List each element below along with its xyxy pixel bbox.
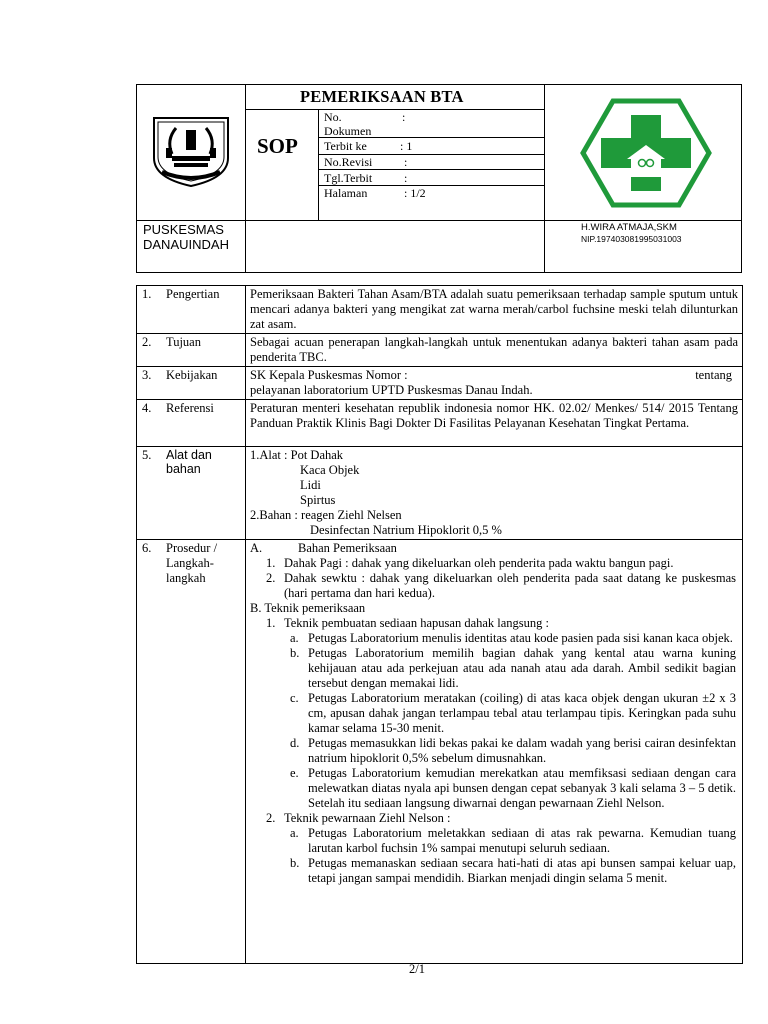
list-item: [250, 826, 736, 856]
row-title-line1: Alat dan: [166, 448, 212, 462]
bahan-item: Desinfectan Natrium Hipoklorit 0,5 %: [310, 523, 502, 537]
kebijakan-line2: pelayanan laboratorium UPTD Puskesmas Danau Indah.: [250, 383, 533, 397]
row-title-line1: Prosedur /: [166, 541, 218, 555]
sop-label: SOP: [257, 134, 298, 158]
list-text: Dahak Pagi : dahak yang dikeluarkan oleh penderita pada waktu bangun pagi.: [284, 556, 674, 570]
org-name-line2: DANAUINDAH: [143, 237, 229, 252]
list-item: [250, 736, 736, 766]
list-text: Petugas memasukkan lidi bekas pakai ke dalam wadah yang berisi cairan desinfektan natrium hipoklorit 0,5% sebelum dimusnahkan.: [308, 736, 736, 765]
alat-item: Kaca Objek: [300, 463, 360, 477]
procedure-table: [136, 285, 743, 964]
row-title: Tujuan: [166, 335, 201, 349]
field-no-value: :: [402, 110, 406, 124]
field-dokumen-label: Dokumen: [324, 124, 372, 138]
table-row: [137, 367, 743, 400]
b2-title: Teknik pewarnaan Ziehl Nelson :: [284, 811, 451, 825]
list-marker: b.: [290, 856, 300, 870]
field-terbit-label: Terbit ke: [324, 139, 367, 153]
puskesmas-logo: [579, 97, 713, 209]
list-item: [250, 631, 736, 646]
field-halaman-label: Halaman: [324, 186, 368, 200]
org-name-line1: PUSKESMAS: [143, 222, 224, 237]
list-text: Petugas Laboratorium kemudian merekatkan atau memfiksasi sediaan dengan cara melewatkan diatas nyala api bunsen dengan cepat sebanyak 3 kali selama 3 – 5 detik. Setelah itu sediaan langsung diwarnai dengan pewarnaan Ziehl Nelson.: [308, 766, 736, 810]
list-marker: b.: [290, 646, 300, 660]
field-revisi-value: :: [404, 155, 408, 169]
bahan-heading: 2.Bahan : reagen Ziehl Nelsen: [250, 508, 402, 522]
list-marker: c.: [290, 691, 299, 705]
list-text: Petugas Laboratorium memilih bagian dahak yang kental atau warna kuning kehijauan atau ada perkejuan atau ada nanah atau ada darah. Ambil sedikit bagian tersebut dengan memakai lidi.: [308, 646, 736, 690]
field-revisi-label: No.Revisi: [324, 155, 373, 169]
list-marker: 1.: [266, 556, 276, 570]
row-number: 3.: [142, 368, 152, 382]
row-number: 1.: [142, 287, 152, 301]
field-no-label: No.: [324, 110, 342, 124]
alat-item: Spirtus: [300, 493, 336, 507]
list-item: [250, 691, 736, 736]
list-item: [250, 856, 736, 886]
list-marker: 2.: [266, 571, 276, 585]
list-marker: 2.: [266, 811, 276, 825]
row-title-line2: bahan: [166, 462, 201, 476]
row-label: [137, 286, 246, 334]
section-b-title: B. Teknik pemeriksaan: [250, 601, 366, 615]
list-item: [250, 646, 736, 691]
row-title-line3: langkah: [166, 571, 206, 585]
table-row: [137, 334, 743, 367]
row-label: [137, 447, 246, 540]
list-marker: a.: [290, 826, 299, 840]
section-a-title: Bahan Pemeriksaan: [298, 541, 397, 555]
signer-nip: NIP.197403081995031003: [581, 234, 682, 244]
row-label: [137, 400, 246, 447]
row-title-line2: Langkah-: [166, 556, 214, 570]
row-title: Pengertian: [166, 287, 220, 301]
alat-cell: [246, 447, 743, 540]
list-text: Petugas Laboratorium meratakan (coiling) di atas kaca objek dengan ukuran ±2 x 3 cm, apusan dahak jangan terlampau tebal atau terlampau tipis. Keringkan pada suhu kamar selama 15-30 menit.: [308, 691, 736, 735]
row-title: Referensi: [166, 401, 214, 415]
kebijakan-cell: [246, 367, 743, 400]
field-tgl-label: Tgl.Terbit: [324, 171, 373, 185]
row-number: 2.: [142, 335, 152, 349]
row-label: [137, 367, 246, 400]
tujuan-text: Sebagai acuan penerapan langkah-langkah untuk menentukan adanya bakteri tahan asam pada penderita TBC.: [246, 334, 743, 367]
kebijakan-line1: SK Kepala Puskesmas Nomor :: [250, 368, 408, 382]
kebijakan-tentang: tentang: [695, 368, 732, 382]
field-tgl-value: :: [404, 171, 408, 185]
row-number: 5.: [142, 448, 152, 462]
list-text: Petugas Laboratorium menulis identitas atau kode pasien pada sisi kanan kaca objek.: [308, 631, 733, 645]
field-terbit-value: : 1: [400, 139, 413, 153]
document-title: PEMERIKSAAN BTA: [300, 87, 464, 106]
list-text: Petugas Laboratorium meletakkan sediaan di atas rak pewarna. Kemudian tuang larutan karbol fuchsin 1% sampai menutupi seluruh sediaan.: [308, 826, 736, 855]
prosedur-cell: [246, 540, 743, 964]
list-marker: d.: [290, 736, 300, 750]
list-item: [250, 571, 736, 601]
alat-item: Lidi: [300, 478, 321, 492]
signer-name: H.WIRA ATMAJA,SKM: [581, 222, 677, 233]
b1-title: Teknik pembuatan sediaan hapusan dahak langsung :: [284, 616, 550, 630]
row-number: 4.: [142, 401, 152, 415]
regional-emblem-logo: [148, 112, 234, 190]
list-item: [250, 766, 736, 811]
referensi-text: Peraturan menteri kesehatan republik indonesia nomor HK. 02.02/ Menkes/ 514/ 2015 Tentang Panduan Praktik Klinis Bagi Dokter Di Fasilitas Pelayanan Kesehatan Tingkat Pertama.: [246, 400, 743, 447]
list-marker: a.: [290, 631, 299, 645]
table-row: [137, 447, 743, 540]
alat-heading: 1.Alat : Pot Dahak: [250, 448, 344, 462]
section-a-marker: A.: [250, 541, 263, 555]
row-label: [137, 540, 246, 964]
field-halaman-value: : 1/2: [404, 186, 426, 200]
list-item: [250, 556, 736, 571]
list-text: Dahak sewktu : dahak yang dikeluarkan oleh penderita pada saat datang ke puskesmas (hari pertama dan hari kedua).: [284, 571, 736, 600]
row-label: [137, 334, 246, 367]
table-row: [137, 540, 743, 964]
page-number: 2/1: [409, 962, 425, 976]
row-title: Kebijakan: [166, 368, 218, 382]
row-number: 6.: [142, 541, 152, 555]
pengertian-text: Pemeriksaan Bakteri Tahan Asam/BTA adalah suatu pemeriksaan terhadap sample sputum untuk mencari adanya bakteri yang mengikat zat warna merah/carbol fuchsine meski telah dilunturkan zat asam.: [246, 286, 743, 334]
table-row: [137, 286, 743, 334]
list-marker: 1.: [266, 616, 276, 630]
table-row: [137, 400, 743, 447]
list-marker: e.: [290, 766, 299, 780]
list-text: Petugas memanaskan sediaan secara hati-hati di atas api bunsen sampai keluar uap, tetapi jangan sampai mendidih. Biarkan menjadi dingin selama 5 menit.: [308, 856, 736, 885]
